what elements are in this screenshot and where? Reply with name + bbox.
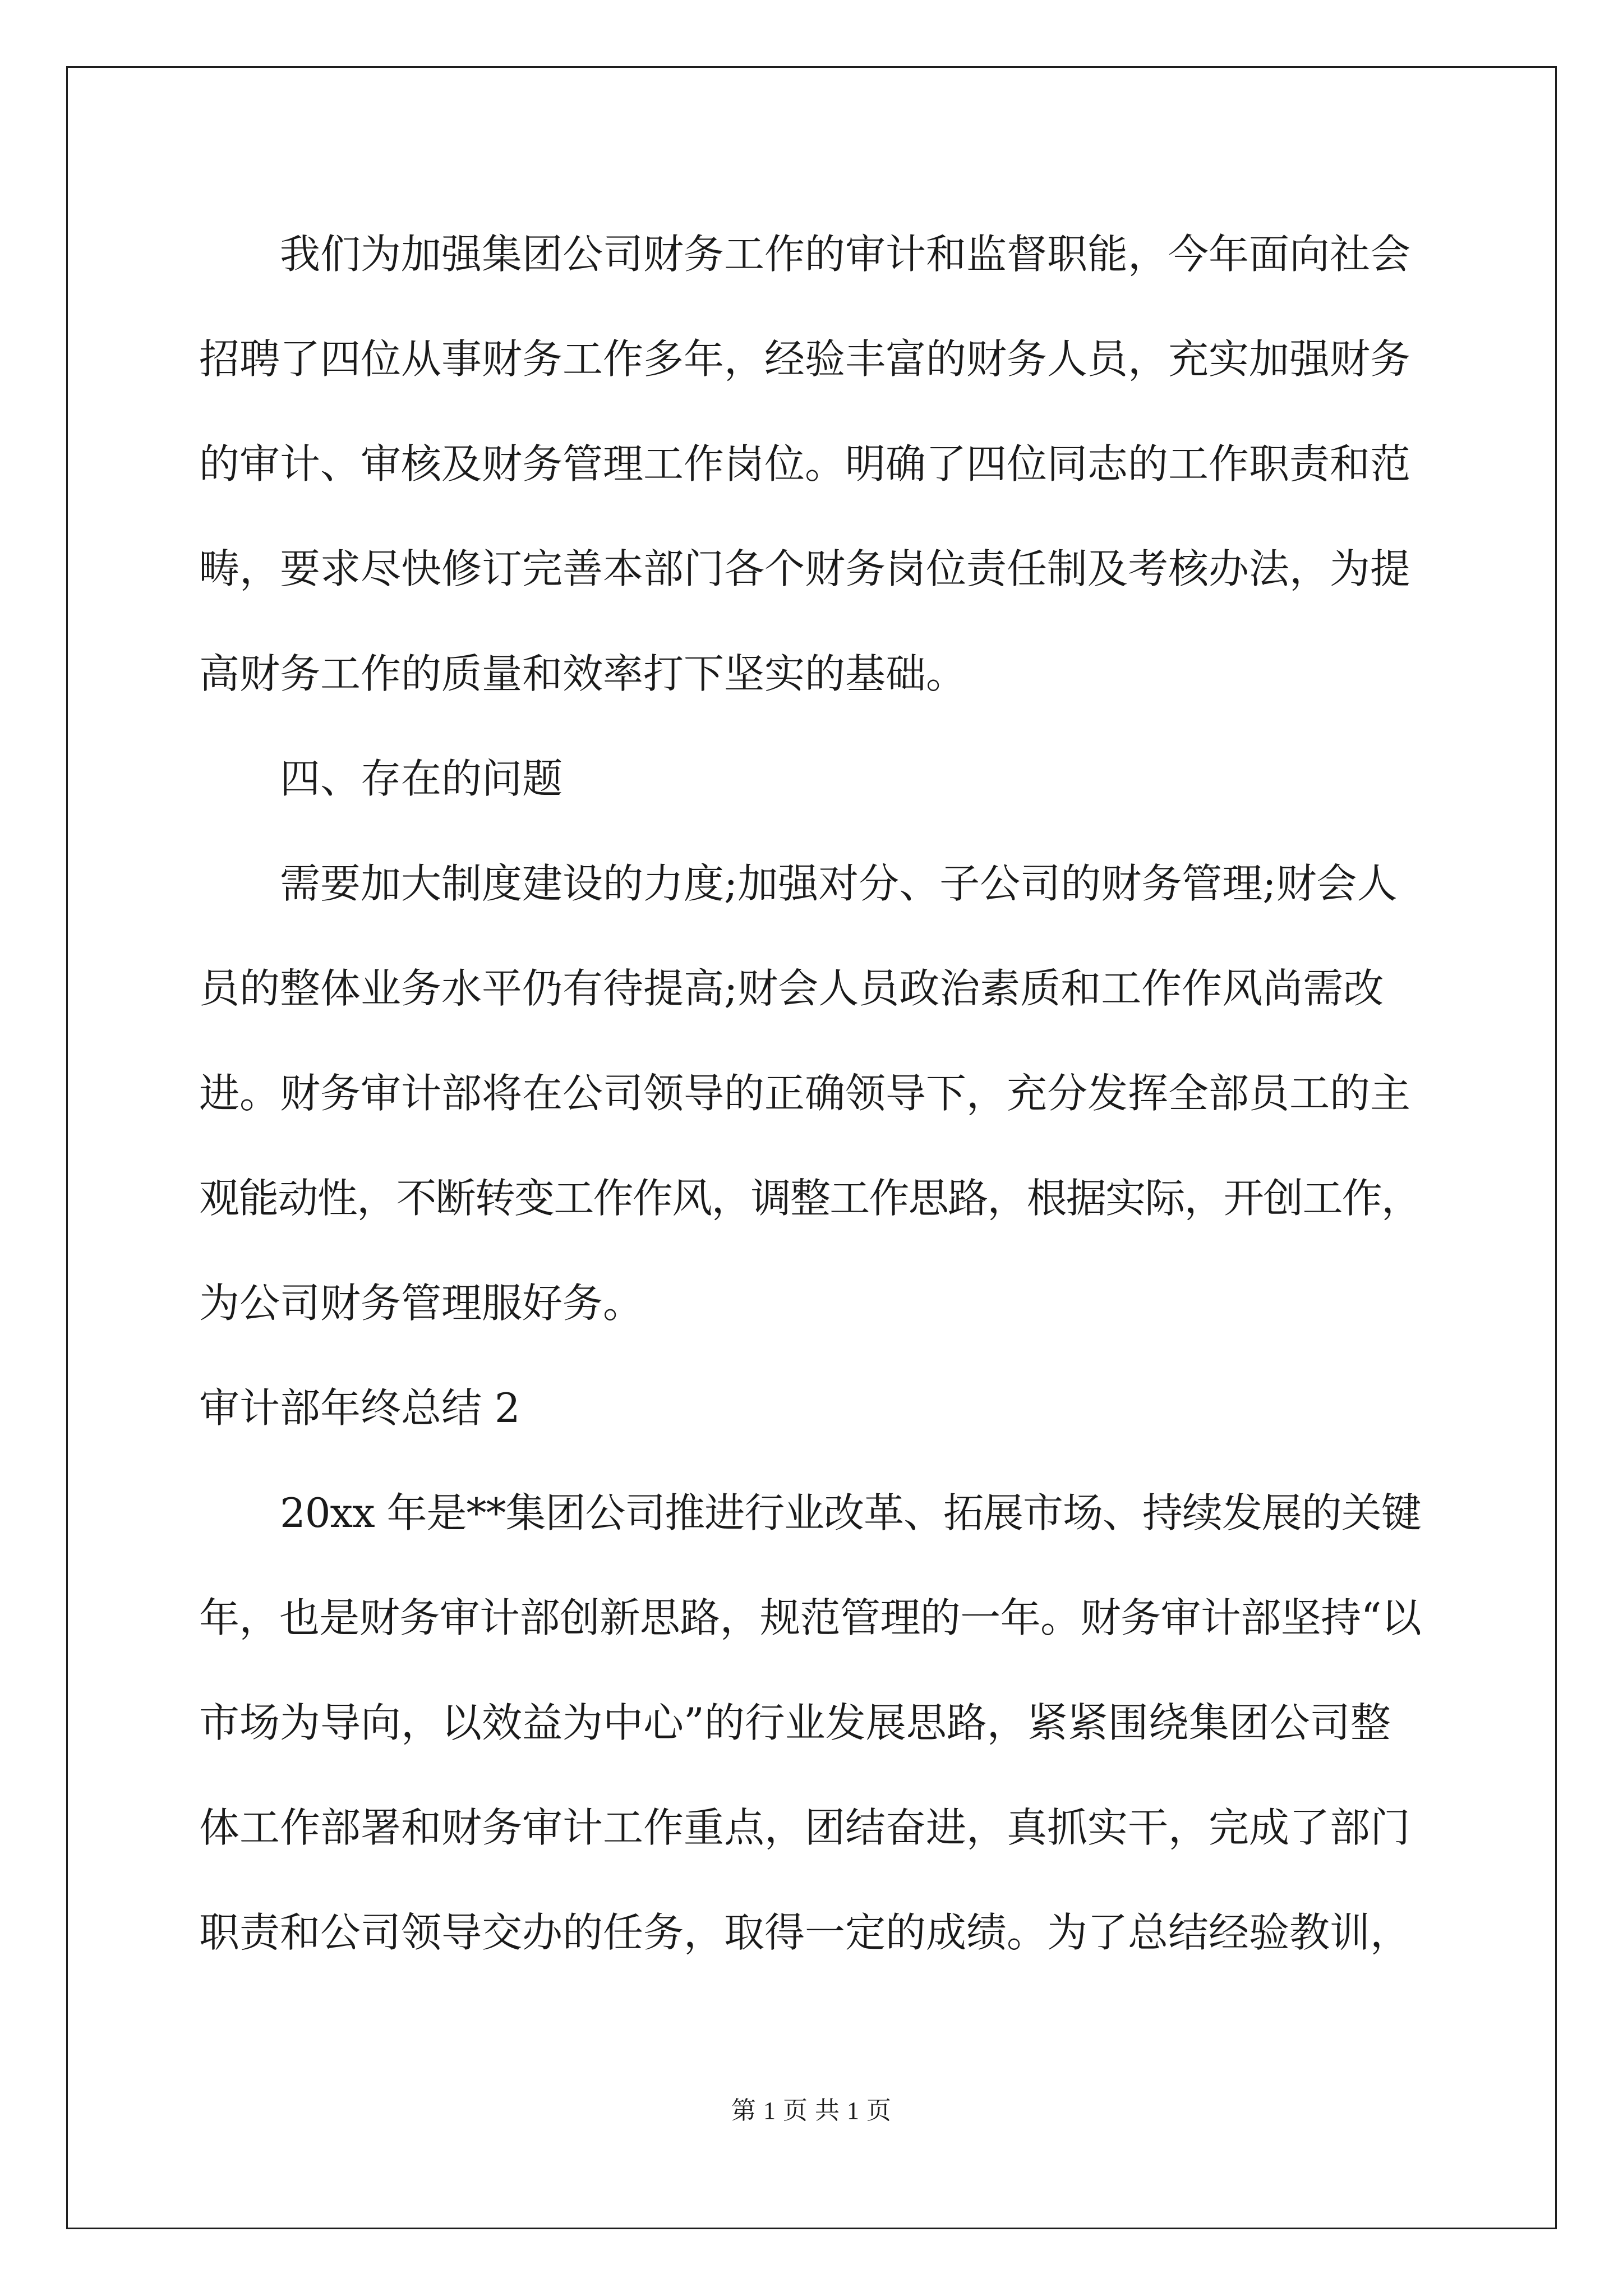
text-line: 招聘了四位从事财务工作多年，经验丰富的财务人员，充实加强财务	[199, 335, 1411, 383]
title-text: 审计部年终总结 2	[199, 1384, 520, 1432]
text-line: 员的整体业务水平仍有待提高;财会人员政治素质和工作作风尚需改	[199, 965, 1384, 1012]
text-line: 体工作部署和财务审计工作重点，团结奋进，真抓实干，完成了部门	[199, 1804, 1411, 1851]
text-line: 20xx 年是**集团公司推进行业改革、拓展市场、持续发展的关键	[280, 1489, 1421, 1536]
text-line: 为公司财务管理服好务。	[199, 1280, 644, 1327]
paragraph-year-overview	[199, 1461, 1422, 1985]
text-line: 高财务工作的质量和效率打下坚实的基础。	[199, 650, 967, 697]
text-line: 年，也是财务审计部创新思路，规范管理的一年。财务审计部坚持“以	[199, 1594, 1422, 1641]
text-line: 进。财务审计部将在公司领导的正确领导下，充分发挥全部员工的主	[199, 1070, 1411, 1117]
section-heading-problems	[199, 726, 1422, 831]
text-line: 市场为导向，以效益为中心”的行业发展思路，紧紧围绕集团公司整	[199, 1699, 1391, 1746]
text-line: 畴，要求尽快修订完善本部门各个财务岗位责任制及考核办法，为提	[199, 545, 1411, 592]
document-body	[199, 202, 1422, 1985]
paragraph-problems	[199, 831, 1422, 1356]
section-heading-text: 四、存在的问题	[280, 755, 563, 802]
text-line: 我们为加强集团公司财务工作的审计和监督职能，今年面向社会	[280, 231, 1411, 278]
document-title-summary-2	[199, 1356, 1422, 1461]
text-line: 需要加大制度建设的力度;加强对分、子公司的财务管理;财会人	[280, 860, 1398, 907]
page-number-footer: 第 1 页 共 1 页	[731, 2097, 892, 2124]
paragraph-audit-staffing	[199, 202, 1422, 726]
text-line: 职责和公司领导交办的任务，取得一定的成绩。为了总结经验教训，	[199, 1909, 1411, 1956]
text-line: 观能动性，不断转变工作作风，调整工作思路，根据实际，开创工作，	[199, 1175, 1421, 1222]
text-line: 的审计、审核及财务管理工作岗位。明确了四位同志的工作职责和范	[199, 440, 1411, 487]
